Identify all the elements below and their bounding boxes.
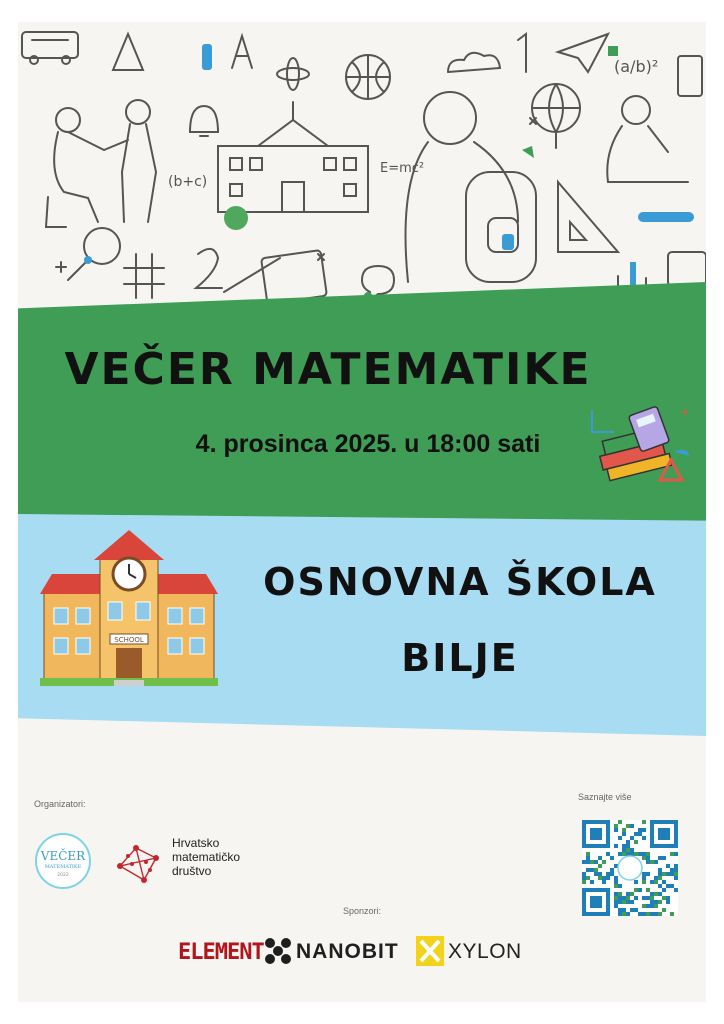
nanobit-x-icon bbox=[264, 937, 292, 965]
sponsor-element: ELEMENT bbox=[178, 940, 264, 965]
organizers-label: Organizatori: bbox=[34, 799, 86, 809]
poster bbox=[18, 22, 706, 1002]
hmd-line3: društvo bbox=[172, 864, 212, 878]
vm-logo-line2: MATEMATIKE bbox=[44, 864, 82, 870]
hmd-line1: Hrvatsko bbox=[172, 836, 220, 850]
school-name-line2: BILJE bbox=[401, 636, 519, 680]
doodle-background bbox=[18, 22, 706, 312]
hmd-logo bbox=[116, 836, 164, 884]
svg-text:+: + bbox=[680, 405, 691, 419]
vecer-matematike-logo bbox=[34, 832, 92, 890]
xylon-x-icon bbox=[416, 936, 444, 966]
hmd-line2: matematičko bbox=[172, 850, 241, 864]
school-name-line1: OSNOVNA ŠKOLA bbox=[263, 560, 657, 604]
vm-logo-year: 2022 bbox=[57, 873, 69, 878]
qr-code[interactable] bbox=[582, 820, 678, 916]
svg-text:(b+c): (b+c) bbox=[168, 174, 208, 190]
event-date-time: 4. prosinca 2025. u 18:00 sati bbox=[195, 430, 541, 458]
school-sign: SCHOOL bbox=[114, 636, 144, 644]
svg-text:E=mc²: E=mc² bbox=[380, 161, 425, 176]
sponsor-nanobit: NANOBIT bbox=[296, 940, 399, 963]
school-building-icon bbox=[40, 528, 218, 690]
svg-text:(a/b)²: (a/b)² bbox=[614, 57, 659, 76]
sponsor-xylon: XYLON bbox=[448, 940, 522, 963]
more-info-label: Saznajte više bbox=[578, 792, 632, 802]
math-books-icon bbox=[590, 402, 694, 502]
hmd-name bbox=[172, 836, 282, 878]
vm-logo-line1: VEČER bbox=[40, 849, 86, 863]
event-title: VEČER MATEMATIKE bbox=[64, 344, 592, 395]
sponsors-label: Sponzori: bbox=[342, 906, 382, 916]
